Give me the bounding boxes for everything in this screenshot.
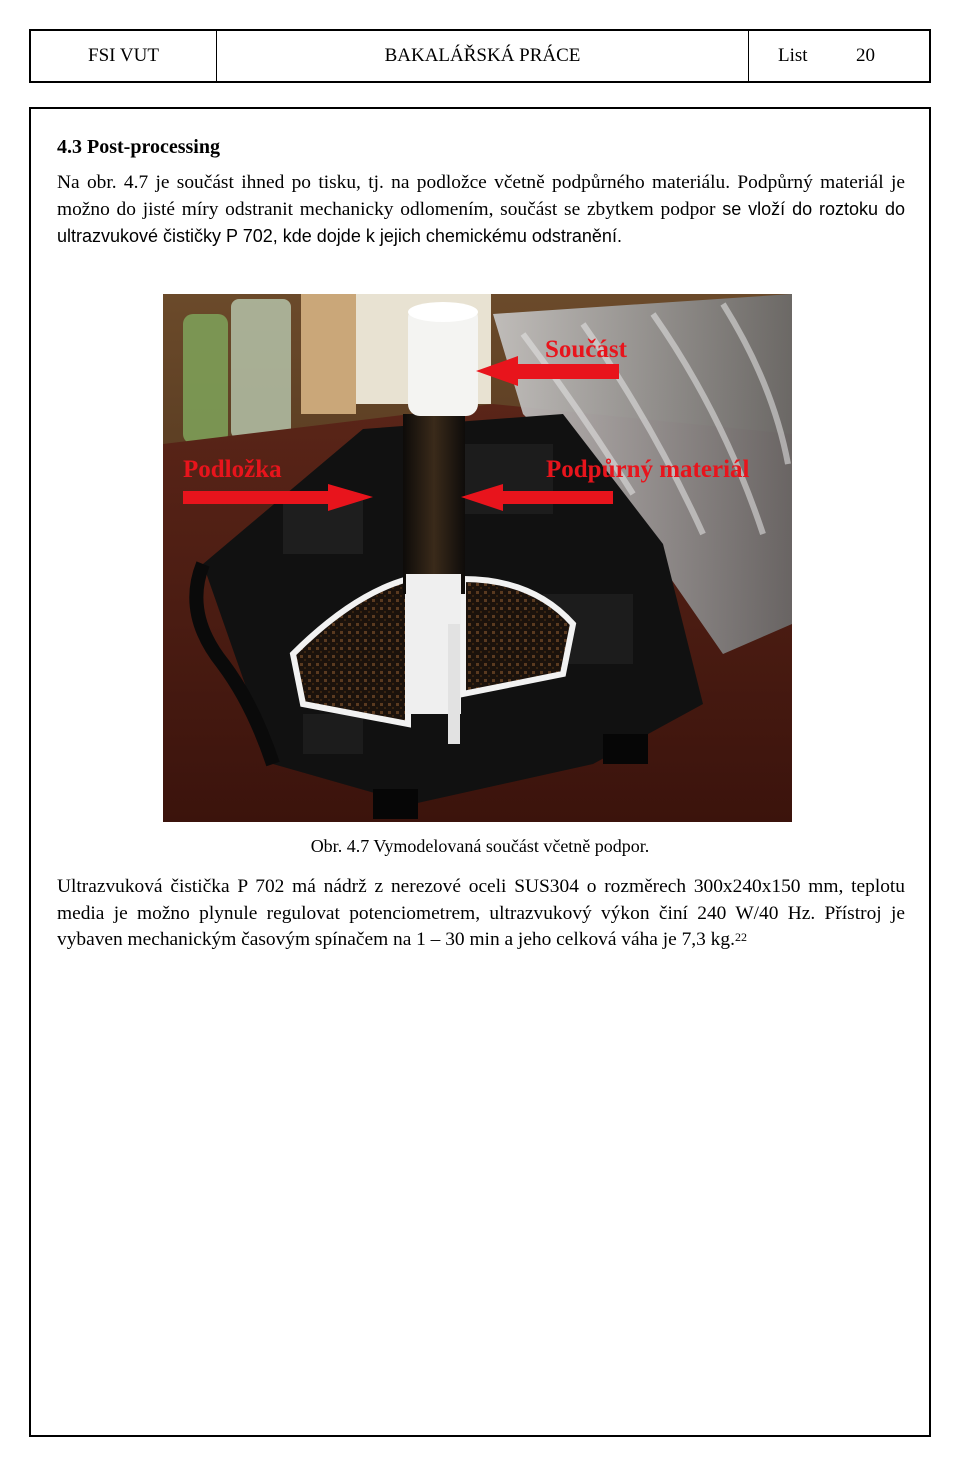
paragraph-intro <box>57 170 905 250</box>
page-content <box>57 134 905 250</box>
paragraph-intro-part1: Na obr. 4.7 je součást ihned po tisku, tj. na podložce včetně podpůrného materiálu. Podpůrný materiál je možno do jisté míry odstranit mechanicky odlomením, součást se zbytkem podpor <box>57 172 905 220</box>
header-institution: FSI VUT <box>31 31 217 81</box>
header-list-label: List <box>778 45 808 66</box>
bottle-left <box>183 314 228 444</box>
bottle-right <box>231 299 291 439</box>
figure-caption: Obr. 4.7 Vymodelovaná součást včetně podpor. <box>310 836 650 856</box>
figure-photo <box>163 294 792 822</box>
support-tower <box>403 414 465 594</box>
cardboard-box <box>301 294 356 414</box>
paragraph-cleaner <box>57 874 905 954</box>
plate-foot-bottom <box>373 789 418 819</box>
header-doc-type: BAKALÁŘSKÁ PRÁCE <box>217 31 749 81</box>
paragraph-intro-part2: se vloží do roztoku do ultrazvukové čističky P 702, kde dojde k jejich chemickému odstranění. <box>57 199 905 246</box>
header-page-number: 20 <box>856 45 875 66</box>
paragraph-cleaner-text: Ultrazvuková čistička P 702 má nádrž z nerezové oceli SUS304 o rozměrech 300x240x150 mm, teplotu media je možno plynule regulovat potenciometrem, ultrazvukový výkon činí 240 W/40 Hz. Přístroj je vybaven mechanickým časovým spínačem na 1 – 30 min a jeho celková váha je 7,3 kg. <box>57 876 905 950</box>
part-top-cylinder <box>408 306 478 416</box>
plate-foot-right <box>603 734 648 764</box>
page-header <box>29 29 931 83</box>
header-page-info <box>749 31 929 81</box>
section-title: 4.3 Post-processing <box>57 136 220 158</box>
label-part: Součást <box>545 336 627 363</box>
part-pin <box>448 624 460 744</box>
label-base: Podložka <box>183 456 282 483</box>
photo-illustration <box>163 294 792 822</box>
part-top-cap <box>408 302 478 322</box>
label-support: Podpůrný materiál <box>546 456 750 483</box>
footnote-ref: 22 <box>734 930 747 944</box>
